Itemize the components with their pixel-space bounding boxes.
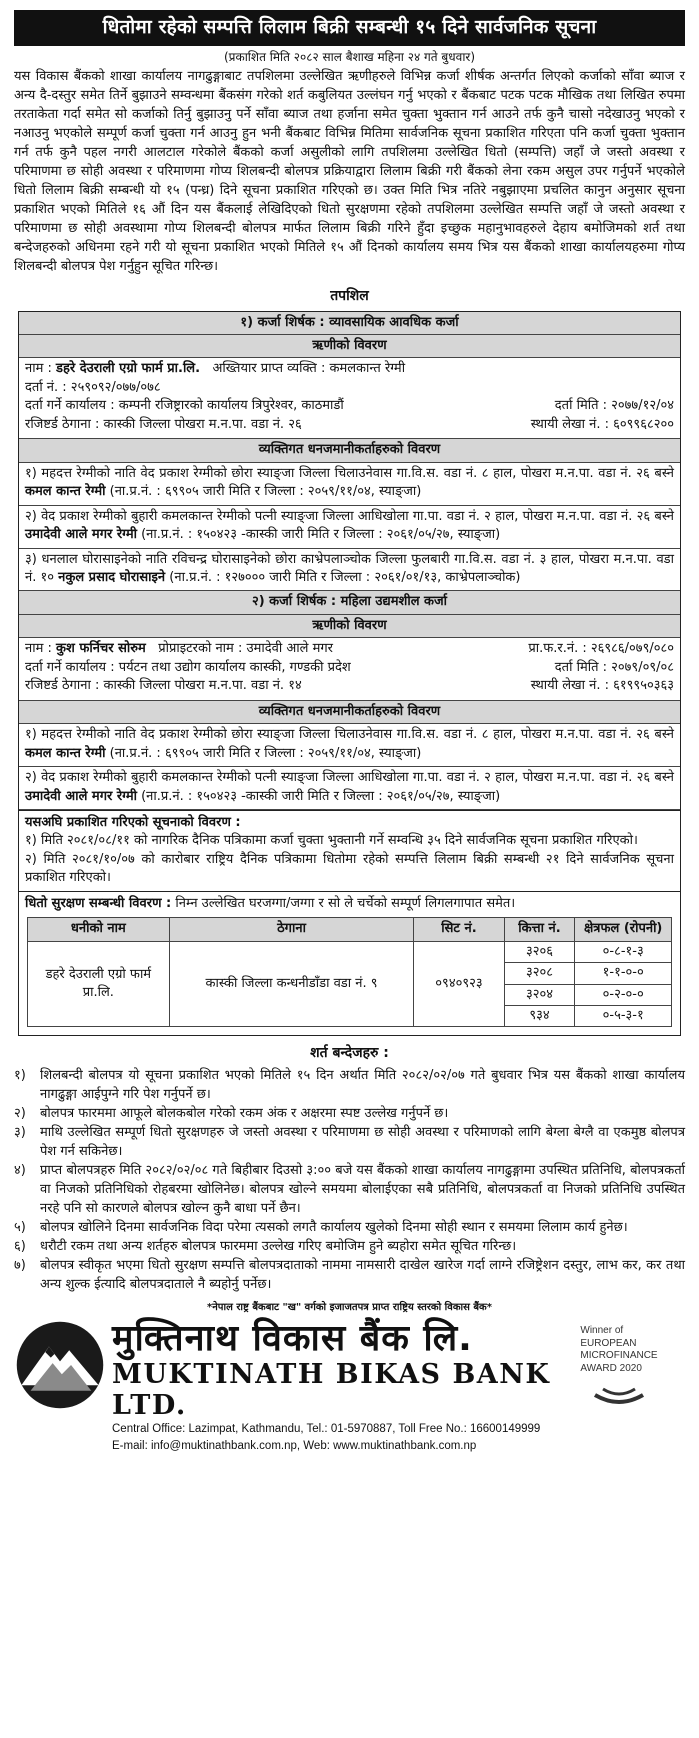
col-owner: धनीको नाम [28,918,170,941]
registered-address: रजिष्टर्ड ठेगाना : कास्की जिल्ला पोखरा म.न.पा. वडा नं. १४ [25,678,302,694]
list-item [14,1124,685,1162]
list-item [14,1067,685,1105]
bank-info [106,1319,553,1454]
loan-1-heading: १) कर्जा शिर्षक : व्यावसायिक आवधिक कर्जा [19,312,680,335]
previous-notices [19,810,680,891]
terms-title: शर्त बन्देजहरु : [310,1045,389,1062]
address-cell: कास्की जिल्ला कन्धनीडाँडा वडा नं. ९ [169,941,414,1027]
kitta-cell: ९३४ [504,1006,575,1027]
firm-registration-number: प्रा.फ.र.नं. : २६९८६/०७९/०८० [528,641,674,657]
license-footnote: *नेपाल राष्ट्र बैंकबाट "ख" वर्गको इजाजतपत्र प्राप्त राष्ट्रिय स्तरको विकास बैंक* [207,1301,492,1313]
guarantor-entry [19,767,680,810]
borrower-name: कुश फर्निचर सोरुम [56,641,146,657]
loan-2-borrower-heading: ऋणीको विवरण [19,615,680,638]
guarantor-entry [19,549,680,592]
kitta-cell: ३२०८ [504,963,575,984]
loan-2-address-row [25,677,674,695]
sheet-cell: ०९४०९२३ [414,941,504,1027]
proprietor-name: प्रोप्राइटरको नाम : उमादेवी आले मगर [158,641,333,657]
term-number: १) [14,1068,26,1084]
details-heading: तपशिल [330,287,369,304]
guarantor-details: (ना.प्र.नं. : १५०४२३ -कास्की जारी मिति र जिल्ला : २०६१/०५/२७, स्याङ्जा) [136,527,501,543]
owner-cell: डहरे देउराली एग्रो फार्म प्रा.लि. [28,941,170,1027]
area-cell: १-१-०-० [575,963,672,984]
borrower-name: डहरे देउराली एग्रो फार्म प्रा.लि. [56,361,201,377]
term-number: ६) [14,1239,26,1255]
guarantor-text: १) महदत्त रेग्मीको नाति वेद प्रकाश रेग्मीको छोरा स्याङ्जा जिल्ला चिलाउनेवास गा.वि.स. वडा नं. ८ हाल, पोखरा म.न.पा. वडा नं. २६ बस्ने [25,465,674,481]
loan-1-borrower-info [19,358,680,439]
term-number: ५) [14,1220,26,1236]
guarantor-text: २) वेद प्रकाश रेग्मीको बुहारी कमलकान्त रेग्मीको पत्नी स्याङ्जा जिल्ला आधिखोला गा.पा. वडा नं. २ हाल, पोखरा म.न.पा. वडा नं. २६ बस्ने [25,770,674,786]
area-cell: ०-५-३-१ [575,1006,672,1027]
bank-footer [14,1319,685,1454]
notice-title: धितोमा रहेको सम्पत्ति लिलाम बिक्री सम्बन्धी १५ दिने सार्वजनिक सूचना [14,10,685,46]
guarantor-name: नकुल प्रसाद घोरासाइने [58,569,166,585]
table-row [28,941,672,962]
award-icon [589,1375,649,1405]
central-office: Central Office: Lazimpat, Kathmandu, Tel.: 01-5970887, Toll Free No.: 16600149999 [112,1422,541,1435]
previous-notice-item: २) मिति २०८१/१०/०७ को कारोबार राष्ट्रिय दैनिक पत्रिकामा धितोमा रहेको सम्पत्ति लिलाम बिक्री सम्बन्धी २१ दिने सार्वजनिक सूचना प्रकाशित गरिएको। [25,851,674,886]
col-sheet: सिट नं. [414,918,504,941]
list-item [14,1257,685,1295]
bank-name-english: MUKTINATH BIKAS BANK LTD. [112,1358,551,1421]
col-kitta: कित्ता नं. [504,918,575,941]
term-text: शिलबन्दी बोलपत्र यो सूचना प्रकाशित भएको मितिले १५ दिन अर्थात मिति २०८२/०२/०७ गते बुधवार भित्र यस बैंकको शाखा कार्यालय नागढुङ्गा आईपुग्ने गरि पेश गर्नुपर्ने छ। [40,1068,685,1103]
guarantor-text: २) वेद प्रकाश रेग्मीको बुहारी कमलकान्त रेग्मीको पत्नी स्याङ्जा जिल्ला आधिखोला गा.पा. वडा नं. २ हाल, पोखरा म.न.पा. वडा नं. २६ बस्ने [25,508,674,524]
registration-date: दर्ता मिति : २०७९/०९/०८ [554,659,674,675]
col-area: क्षेत्रफल (रोपनी) [575,918,672,941]
guarantor-details: (ना.प्र.नं. : ६९९०५ जारी मिति र जिल्ला : २०५९/११/०४, स्याङ्जा) [105,745,422,761]
loan-1-reg-no-row [25,379,674,397]
loan-1-name-row [25,360,674,378]
list-item [14,1105,685,1124]
loan-1-guarantor-heading: व्यक्तिगत धनजमानीकर्ताहरुको विवरण [19,439,680,462]
term-number: ७) [14,1258,26,1274]
intro-paragraph: यस विकास बैंकको शाखा कार्यालय नागढुङ्गाबाट तपशिलमा उल्लेखित ऋणीहरुले विभिन्न कर्जा शीर्षक अन्तर्गत लिएको कर्जाको साँवा ब्याज र अन्य दै-दस्तुर समेत तिर्ने बुझाउने सम्वन्धमा बैंकसंग गरेको शर्त कबुलियत उल्लंघन गर्नु भएको र बैंकबाट पटक पटक मौखिक तथा लिखित रुपमा तरताकेता गर्दा समेत सो कर्जाको तिर्नु बुझाउनु पर्ने साँवा ब्याज तथा हर्जाना समेत चुक्ता भुक्तान गर्न आउने तर्फ कुनै चासो नदेखाउनु भएको र नआउनु भएकोले सम्पूर्ण कर्जा चुक्ता गर्न आउनु हुन भनी बैंकबाट विभिन्न मितिमा सार्वजनिक सूचना प्रकाशित गरिएता पनि कर्जा चुक्ता भुक्तान गर्न तर्फ कुनै पहल नगरी आलटाल गरेकोले बैंकको कर्जा असुलीको लागि तपशिलमा उल्लेखित धितो (सम्पत्ति) जहाँ जे जस्तो अवस्था र परिमाणमा छ सोही अवस्था र परिमाणमा गोप्य शिलबन्दी बोलपत्र प्रक्रियाद्वारा लिलाम बिक्री गरी बैंकको लेना रकम असुल उपर गर्नुपर्ने भएकोले धितो लिलाम बिक्री सम्बन्धी यो १५ (पन्ध्र) दिने सूचना प्रकाशित गरिएको छ। उक्त मिति भित्र नतिरे नबुझाएमा प्रचलित कानुन अनुसार सूचना प्रकाशित भएको मितिले १६ औं दिन यस बैंकलाई लेखिदिएको धितो सुरक्षणमा रहेको तपशिलमा उल्लेखित सम्पत्ति जहाँ जे जस्तो अवस्था र परिमाणमा छ सोही अवस्थामा गोप्य शिलबन्दी बोलपत्र मार्फत लिलाम बिक्री गरिने हुँदा इच्छुक महानुभावहरुले देहाय बमोजिमको शर्त तथा बन्देजहरुको अधिनमा रहने गरी यो सूचना प्रकाशित भएको मितिले १५ औं दिनको कार्यालय समय भित्र यस बैंकको शाखा कार्यालयहरुमा गोप्य शिलबन्दी बोलपत्र पेश गर्नुहुन सूचित गरिन्छ। [14,69,685,274]
guarantor-text: १) महदत्त रेग्मीको नाति वेद प्रकाश रेग्मीको छोरा स्याङ्जा जिल्ला चिलाउनेवास गा.वि.स. वडा नं. ८ हाल, पोखरा म.न.पा. वडा नं. २६ बस्ने [25,727,674,743]
term-number: २) [14,1106,26,1122]
list-item [14,1238,685,1257]
mountain-logo-icon [14,1319,106,1411]
list-item [14,1162,685,1219]
previous-notice-item: १) मिति २०८१/०८/११ को नागरिक दैनिक पत्रिकामा कर्जा चुक्ता भुक्तानी गर्ने सम्वन्धि ३५ दिने सार्वजनिक सूचना प्रकाशित गरिएको। [25,833,638,849]
loan-2-heading: २) कर्जा शिर्षक : महिला उद्यमशील कर्जा [19,591,680,614]
guarantor-name: उमादेवी आले मगर रेग्मी [25,788,137,804]
details-box [18,311,681,1037]
collateral-subtitle: निम्न उल्लेखित घरजग्गा/जग्गा र सो ले चर्चेको सम्पूर्ण लिगलगापात समेत। [175,895,516,911]
guarantor-entry [19,506,680,549]
term-text: बोलपत्र फारममा आफूले बोलकबोल गरेको रकम अंक र अक्षरमा स्पष्ट उल्लेख गर्नुपर्ने छ। [40,1106,449,1122]
loan-2-name-row [25,640,674,658]
loan-2-borrower-info [19,638,680,700]
collateral-section [19,891,680,913]
guarantor-entry [19,463,680,506]
terms-list [14,1067,685,1295]
col-address: ठेगाना [169,918,414,941]
loan-1-office-row [25,397,674,415]
guarantor-name: कमल कान्त रेग्मी [25,745,106,761]
term-number: ४) [14,1163,26,1179]
kitta-cell: ३२०६ [504,941,575,962]
collateral-table [27,917,672,1027]
registration-number: दर्ता नं. : २५९०९२/०७७/०७८ [25,379,161,395]
term-text: बोलपत्र स्वीकृत भएमा धितो सुरक्षण सम्पत्ति बोलपत्रदाताको नाममा नामसारी दाखेल खारेज गर्दा लाग्ने रजिष्ट्रेशन दस्तुर, लाभ कर, कर तथा अन्य शुल्क ईत्यादि बोलपत्रदाताले नै ब्यहोर्नु पर्नेछ। [40,1258,685,1293]
registered-address: रजिष्टर्ड ठेगाना : कास्की जिल्ला पोखरा म.न.पा. वडा नं. २६ [25,416,302,432]
loan-2-guarantor-heading: व्यक्तिगत धनजमानीकर्ताहरुको विवरण [19,701,680,724]
award-badge [553,1319,685,1405]
guarantor-details: (ना.प्र.नं. : १२७००० जारी मिति र जिल्ला : २०६१/०१/१३, काभ्रेपलाञ्चोक) [165,569,521,585]
list-item [14,1219,685,1238]
pan-number: स्थायी लेखा नं. : ६०९९६८२०० [530,416,674,432]
collateral-title: धितो सुरक्षण सम्बन्धी विवरण : [25,895,172,911]
registration-date: दर्ता मिति : २०७७/१२/०४ [554,398,674,414]
award-text: Winner of EUROPEAN MICROFINANCE AWARD 2020 [580,1325,658,1374]
registration-office: दर्ता गर्ने कार्यालय : पर्यटन तथा उद्योग कार्यालय कास्की, गण्डकी प्रदेश [25,659,351,675]
loan-1-borrower-heading: ऋणीको विवरण [19,335,680,358]
guarantor-name: उमादेवी आले मगर रेग्मी [25,527,137,543]
publish-date: (प्रकाशित मिति २०८२ साल बैशाख महिना २४ गते बुधवार) [223,49,476,64]
term-text: माथि उल्लेखित सम्पूर्ण धितो सुरक्षणहरु जे जस्तो अवस्था र परिमाणमा छ सोही अवस्था र परिमाणको लागि बेग्ला बेग्लै वा एकमुष्ठ बोलपत्र पेश गर्न सकिनेछ। [40,1125,685,1160]
guarantor-details: (ना.प्र.नं. : ६९९०५ जारी मिति र जिल्ला : २०५९/११/०४, स्याङ्जा) [105,484,422,500]
bank-name-nepali: मुक्तिनाथ विकास बैंक लि. [112,1318,473,1360]
loan-2-office-row [25,659,674,677]
guarantor-entry [19,724,680,767]
term-text: प्राप्त बोलपत्रहरु मिति २०८२/०२/०८ गते बिहीबार दिउसो ३:०० बजे यस बैंकको शाखा कार्यालय नागढुङ्गामा उपस्थित प्रतिनिधि, बोलपत्रकर्ता वा निजको प्रतिनिधिको रोहबरमा खोलिनेछ। बोलपत्र खोल्ने समयमा बोलाईएका सबै प्रतिनिधि, बोलपत्रकर्ता वा निजको प्रतिनिधि उपस्थित नरहे पनि सो कारणले बोलपत्र खोल्न कुनै बाधा पर्ने छैन। [40,1163,685,1217]
term-text: धरौटी रकम तथा अन्य शर्तहरु बोलपत्र फारममा उल्लेख गरिए बमोजिम हुने ब्यहोरा समेत सूचित गरिन्छ। [40,1239,517,1255]
guarantor-name: कमल कान्त रेग्मी [25,484,106,500]
kitta-cell: ३२०४ [504,984,575,1005]
term-text: बोलपत्र खोलिने दिनमा सार्वजनिक विदा परेमा त्यसको लगतै कार्यालय खुलेको दिनमा सोही स्थान र समयमा लिलाम कार्य हुनेछ। [40,1220,628,1236]
term-number: ३) [14,1125,26,1141]
loan-1-address-row [25,416,674,434]
registration-office: दर्ता गर्ने कार्यालय : कम्पनी रजिष्ट्रारको कार्यालय त्रिपुरेश्वर, काठमाडौं [25,398,344,414]
name-label: नाम : [25,641,52,657]
area-cell: ०-२-०-० [575,984,672,1005]
email-web: E-mail: info@muktinathbank.com.np, Web: www.muktinathbank.com.np [112,1439,477,1452]
area-cell: ०-८-१-३ [575,941,672,962]
guarantor-text: ३) धनलाल घोरासाइनेको नाति रविचन्द्र घोरासाइनेको छोरा काभ्रेपलाञ्चोक जिल्ला फुलबारी गा.वि.स. वडा नं. ३ हाल, पोखरा म.न.पा. वडा नं. १० [25,551,674,585]
name-label: नाम : [25,361,52,377]
pan-number: स्थायी लेखा नं. : ६१९९५०३६३ [530,678,674,694]
guarantor-details: (ना.प्र.नं. : १५०४२३ -कास्की जारी मिति र जिल्ला : २०६१/०५/२७, स्याङ्जा) [136,788,501,804]
authorized-person: अख्तियार प्राप्त व्यक्ति : कमलकान्त रेग्मी [212,361,406,377]
previous-notices-title: यसअघि प्रकाशित गरिएको सूचनाको विवरण : [25,814,241,830]
